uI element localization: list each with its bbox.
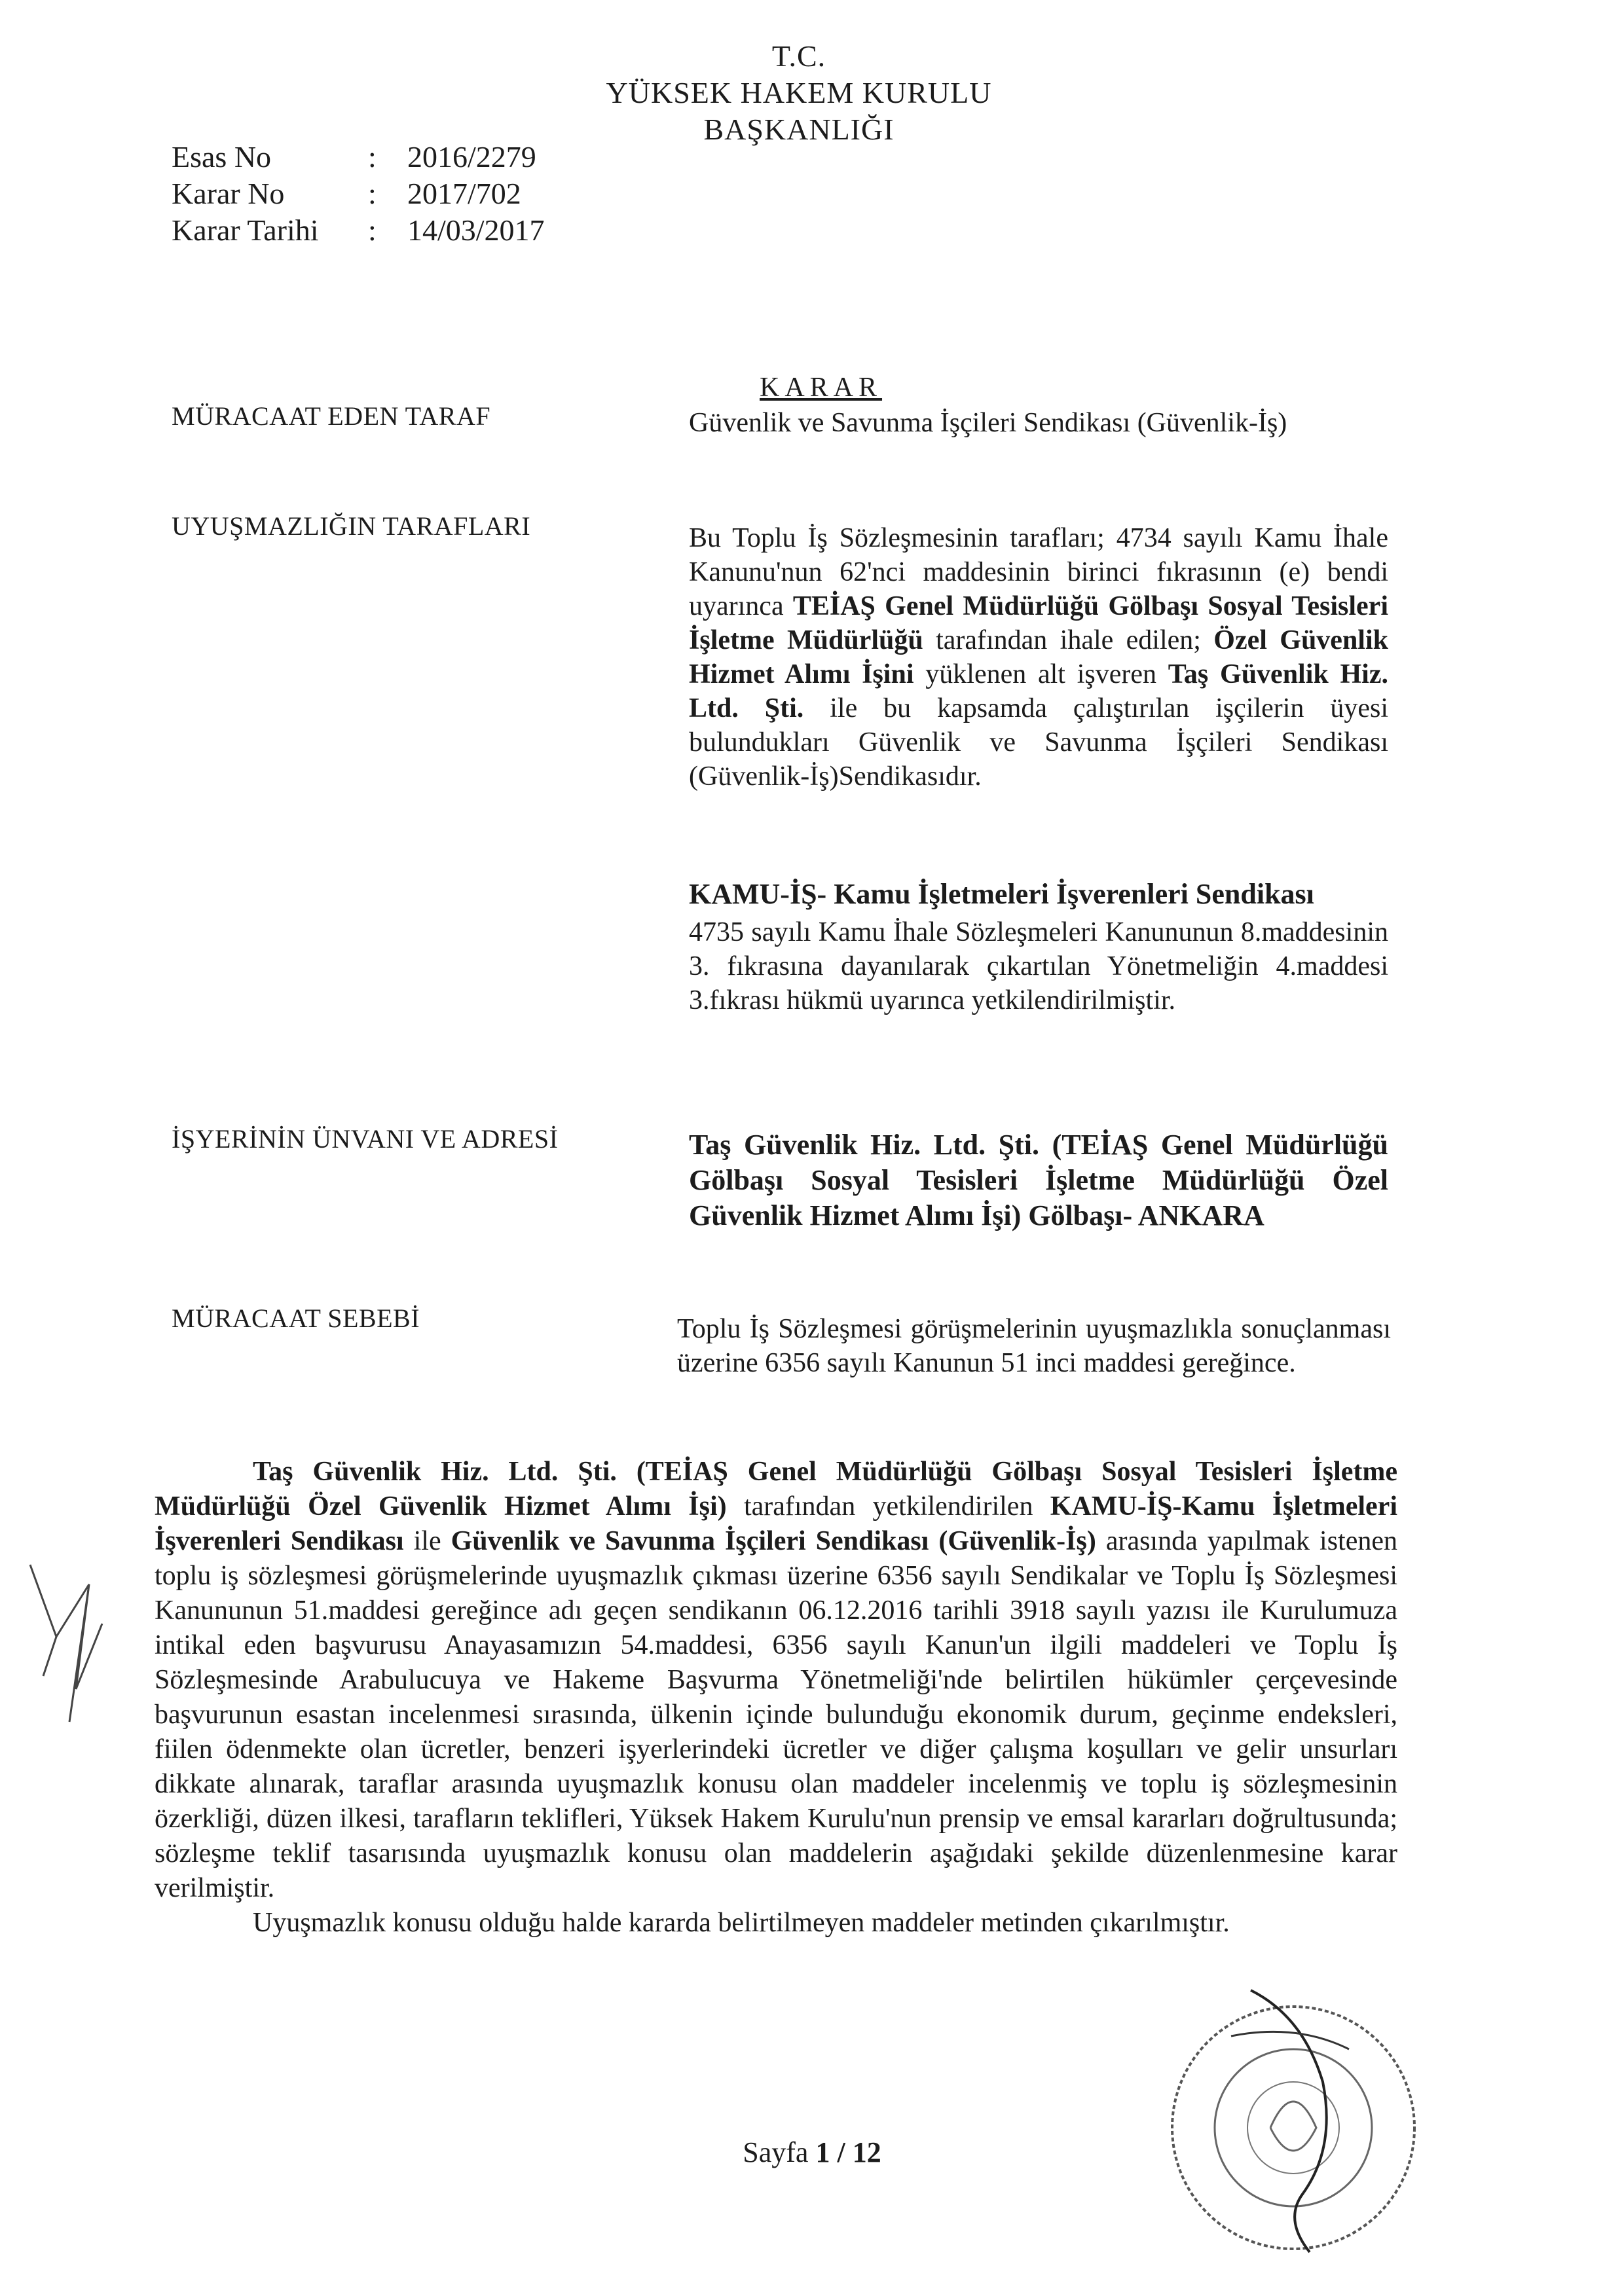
applicant-text: Güvenlik ve Savunma İşçileri Sendikası (Güvenlik-İş) xyxy=(689,408,1287,438)
parties-text-bold: TEİAŞ Genel Müdürlüğü Gölbaşı Sosyal Tesisleri İşletme Müdürlüğü xyxy=(689,591,1388,655)
meta-label: Karar No xyxy=(172,177,285,210)
reason-text: Toplu İş Sözleşmesi görüşmelerinin uyuşmazlıkla sonuçlanması üzerine 6356 sayılı Kanunun 51 inci maddesi gereğince. xyxy=(677,1314,1391,1378)
case-meta xyxy=(172,139,545,249)
meta-colon: : xyxy=(368,213,377,247)
body-text: ile xyxy=(403,1526,451,1556)
parties-text-bold: Özel Güvenlik Hizmet Alımı İşini xyxy=(689,625,1388,689)
karar-tarihi-row xyxy=(172,212,545,249)
body-bold: Taş Güvenlik Hiz. Ltd. Şti. (TEİAŞ Genel Müdürlüğü Gölbaşı Sosyal Tesisleri İşletme Müdürlüğü Özel Güvenlik Hizmet Alımı İşi) xyxy=(155,1457,1397,1522)
employer-union xyxy=(689,877,1388,1017)
parties-text-part: tarafından ihale edilen; xyxy=(923,625,1214,655)
page-count: 1 / 12 xyxy=(815,2136,881,2168)
document-title: KARAR xyxy=(760,373,883,403)
body-text: arasında yapılmak istenen toplu iş sözleşmesi görüşmelerinde uyuşmazlık çıkması üzerine 6356 sayılı Sendikalar ve Toplu İş Sözleşmesi Kanununun 51.maddesi gereğince adı geçen sendikanın 06.12.2016 tarihli 3918 sayılı yazısı ile Kurulumuza intikal eden başvurusu Anayasamızın 54.maddesi, 6356 sayılı Kanun'un ilgili maddeleri ve Toplu İş Sözleşmesinde Arabulucuya ve Hakeme Başvurma Yönetmeliği'nde belirtilen hükümler çerçevesinde başvurunun esastan incelenmesi sırasında, ülkenin içinde bulunduğu ekonomik durum, geçinme endeksleri, fiilen ödenmekte olan ücretler, benzeri işyerlerindeki ücretler ve diğer çalışma koşulları ve gelir unsurları dikkate alınarak, taraflar arasında uyuşmazlık konusu olan maddeler incelenmiş ve toplu iş sözleşmesinin özerkliği, düzen ilkesi, tarafların teklifleri, Yüksek Hakem Kurulu'nun prensip ve emsal kararları doğrultusunda; sözleşme teklif tasarısında uyuşmazlık konusu olan maddelerin aşağıdaki şekilde düzenlenmesine karar verilmiştir. xyxy=(155,1526,1398,1903)
meta-colon: : xyxy=(368,140,377,173)
header-presidency: BAŞKANLIĞI xyxy=(703,113,895,146)
page-prefix: Sayfa xyxy=(743,2136,816,2168)
body-bold: Güvenlik ve Savunma İşçileri Sendikası (Güvenlik-İş) xyxy=(451,1526,1096,1556)
parties-text-bold: Taş Güvenlik Hiz. Ltd. Şti. xyxy=(689,659,1388,723)
parties-label: UYUŞMAZLIĞIN TARAFLARI xyxy=(172,511,531,541)
esas-no-row xyxy=(172,139,545,175)
reason-label: MÜRACAAT SEBEBİ xyxy=(172,1303,420,1333)
body-text: tarafından yetkilendirilen xyxy=(726,1491,1050,1522)
header-tc: T.C. xyxy=(771,39,826,73)
parties-text xyxy=(689,521,1388,793)
employer-union-authority: 4735 sayılı Kamu İhale Sözleşmeleri Kanununun 8.maddesinin 3. fıkrasına dayanılarak çıkartılan Yönetmeliğin 4.maddesi 3.fıkrası hükmü uyarınca yetkilendirilmiştir. xyxy=(689,917,1388,1015)
parties-text-part: yüklenen alt işveren xyxy=(913,659,1168,689)
meta-label: Esas No xyxy=(172,140,272,173)
official-seal xyxy=(1153,1977,1434,2265)
signature-mark xyxy=(17,1545,115,1741)
parties-text-part: ile bu kapsamda çalıştırılan işçilerin üyesi bulundukları Güvenlik ve Savunma İşçileri Sendikası (Güvenlik-İş)Sendikasıdır. xyxy=(689,693,1389,792)
meta-colon: : xyxy=(368,177,377,210)
page-number xyxy=(720,2136,904,2169)
header xyxy=(557,38,1041,148)
body-bold: KAMU-İŞ-Kamu İşletmeleri İşverenleri Sendikası xyxy=(155,1491,1397,1556)
workplace-text: Taş Güvenlik Hiz. Ltd. Şti. (TEİAŞ Genel Müdürlüğü Gölbaşı Sosyal Tesisleri İşletme Müdürlüğü Özel Güvenlik Hizmet Alımı İşi) Gölbaşı- ANKARA xyxy=(689,1129,1388,1231)
parties-text-part: Bu Toplu İş Sözleşmesinin tarafları; 4734 sayılı Kamu İhale Kanunu'nun 62'nci maddesinin birinci fıkrasının (e) bendi uyarınca xyxy=(689,523,1388,621)
decision-paragraph xyxy=(155,1455,1397,1906)
meta-value: 14/03/2017 xyxy=(407,213,545,247)
workplace-label: İŞYERİNİN ÜNVANI VE ADRESİ xyxy=(172,1124,559,1154)
decision-paragraph-2: Uyuşmazlık konusu olduğu halde kararda belirtilmeyen maddeler metinden çıkarılmıştır. xyxy=(253,1908,1230,1938)
meta-value: 2016/2279 xyxy=(407,140,536,173)
applicant-label: MÜRACAAT EDEN TARAF xyxy=(172,401,491,431)
karar-no-row xyxy=(172,175,545,212)
decision-body xyxy=(155,1455,1397,1941)
meta-label: Karar Tarihi xyxy=(172,213,319,247)
employer-union-name: KAMU-İŞ- Kamu İşletmeleri İşverenleri Sendikası xyxy=(689,878,1314,910)
meta-value: 2017/702 xyxy=(407,177,521,210)
header-institution: YÜKSEK HAKEM KURULU xyxy=(606,76,992,109)
